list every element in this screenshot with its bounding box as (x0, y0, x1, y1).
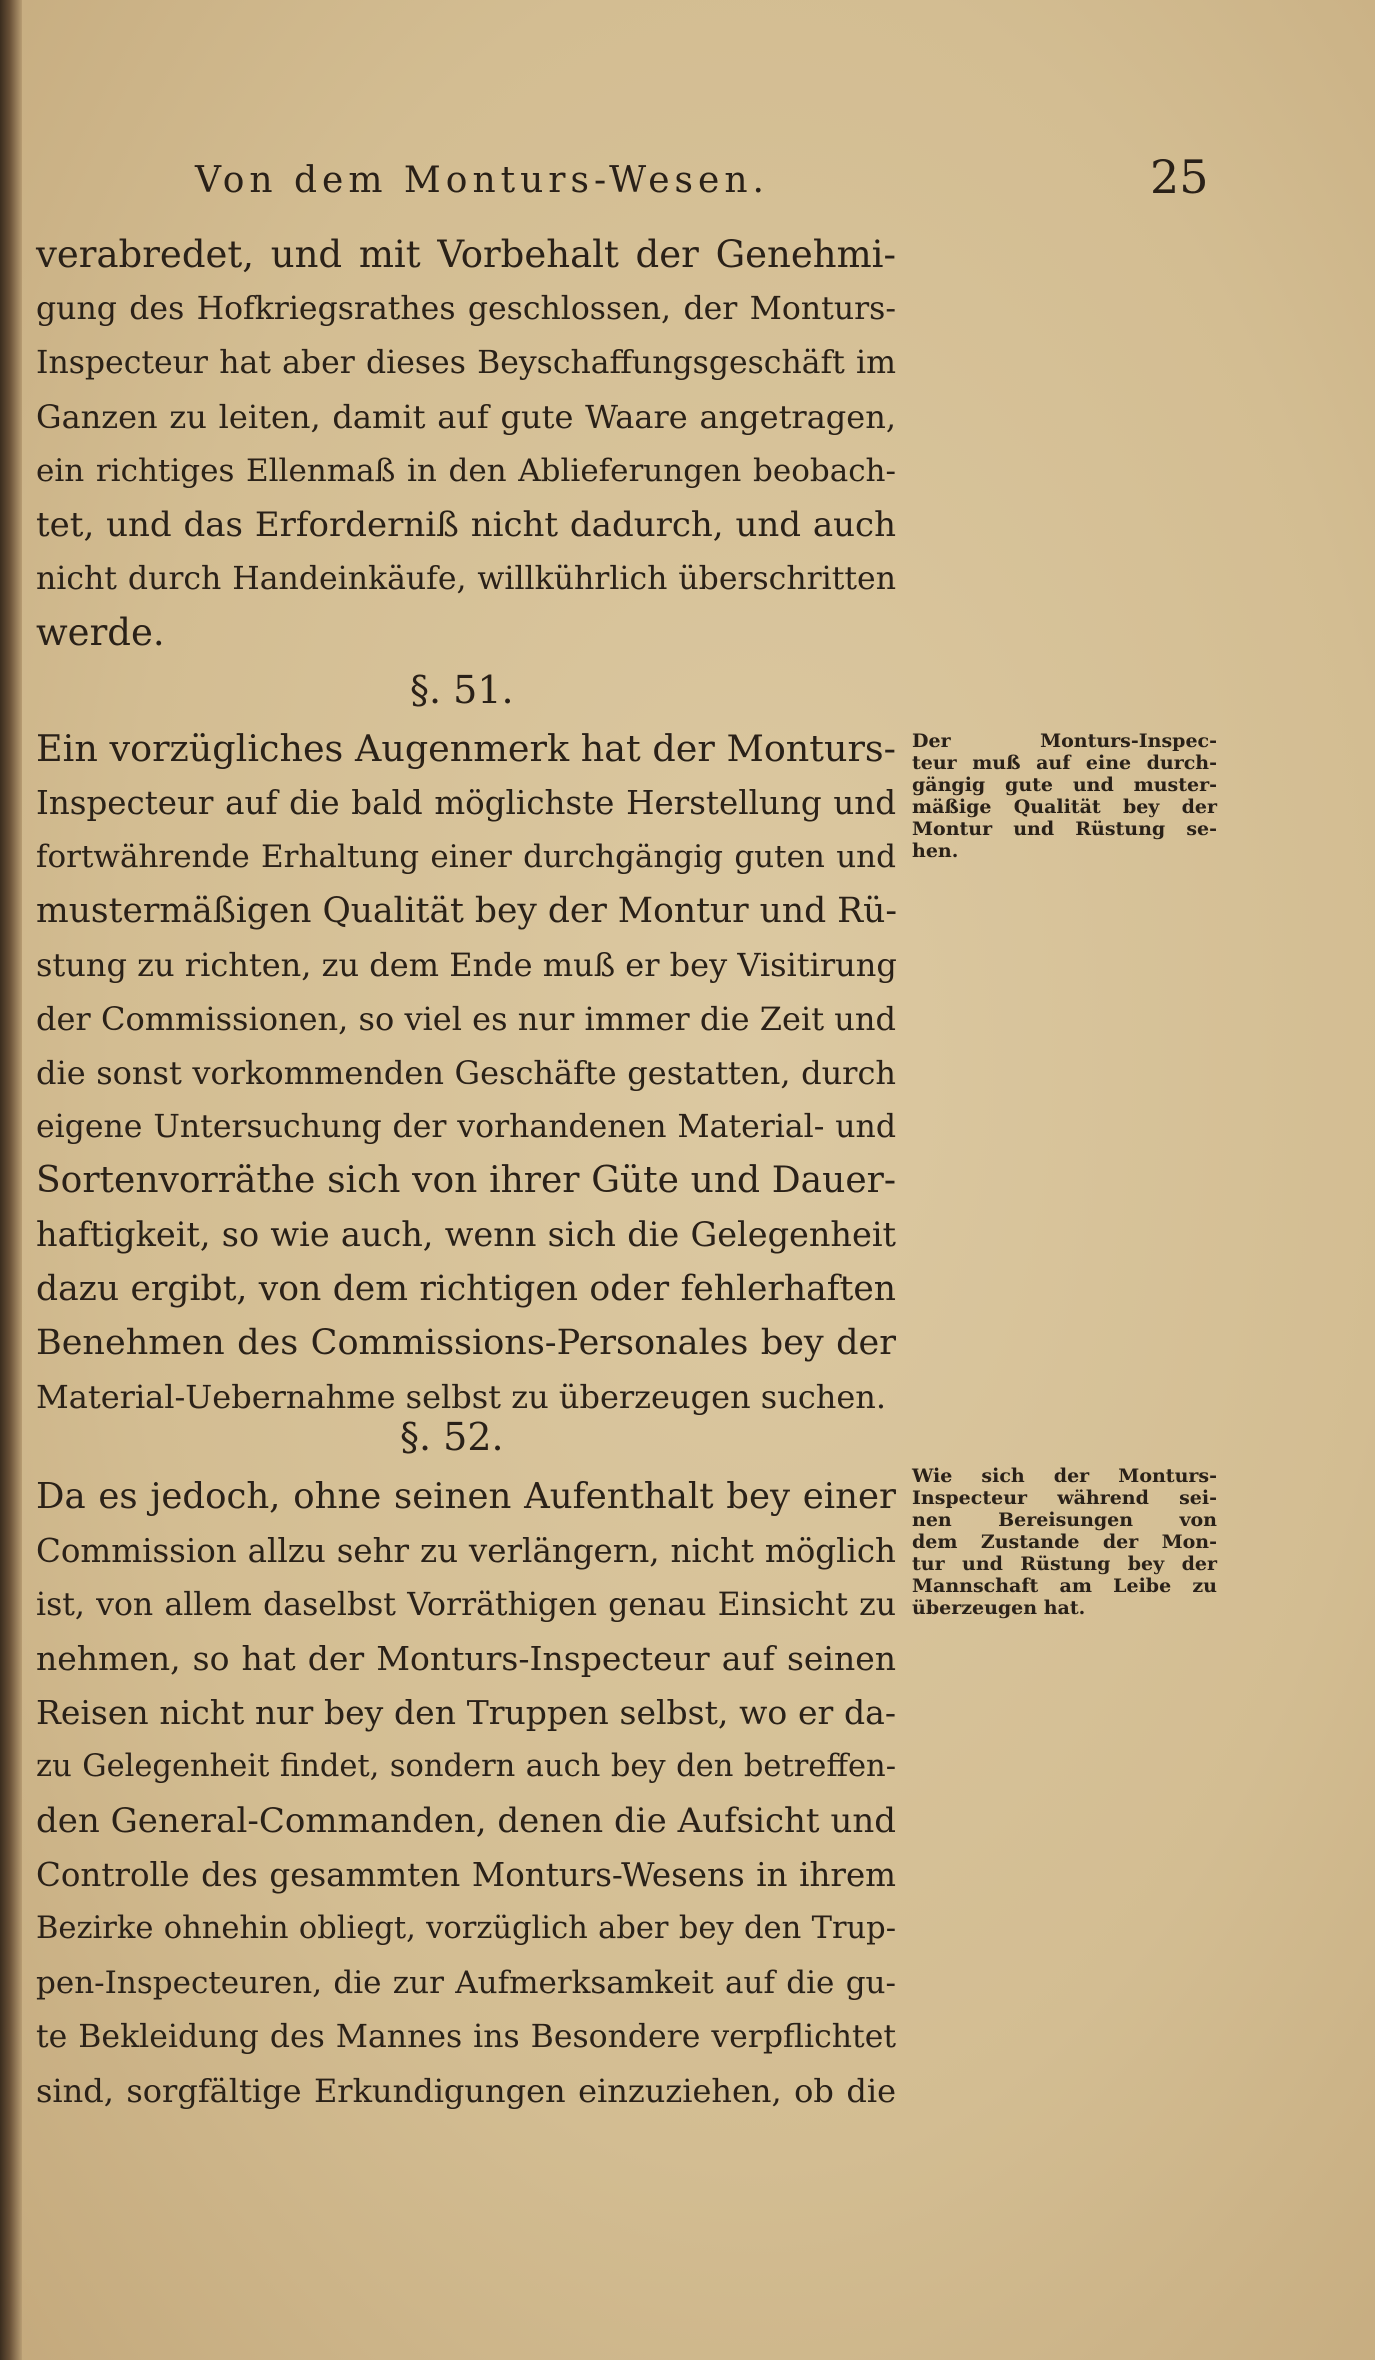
page-number: 25 (1150, 150, 1209, 204)
text-line: Ganzen zu leiten, damit auf gute Waare angetragen, (36, 398, 896, 436)
text-line: Commission allzu sehr zu verlängern, nicht möglich (36, 1532, 896, 1570)
section-heading-52: §. 52. (400, 1415, 504, 1459)
margin-note-51 (912, 730, 1217, 862)
text-line: haftigkeit, so wie auch, wenn sich die Gelegenheit (36, 1215, 896, 1254)
text-line: te Bekleidung des Mannes ins Besondere verpflichtet (36, 2019, 896, 2055)
text-line: eigene Untersuchung der vorhandenen Material- und (36, 1109, 896, 1145)
text-line: Reisen nicht nur bey den Truppen selbst, wo er da- (36, 1693, 896, 1732)
text-line: Bezirke ohnehin obliegt, vorzüglich aber bey den Trup- (36, 1911, 896, 1946)
continuation-paragraph (36, 228, 896, 660)
margin-note-line: Inspecteur während sei- (912, 1487, 1217, 1509)
margin-note-line: hen. (912, 840, 959, 862)
margin-note-line: Der Monturs-Inspec- (912, 730, 1217, 752)
margin-note-line: mäßige Qualität bey der (912, 796, 1217, 818)
section-51-paragraph (36, 722, 896, 1424)
text-line: die sonst vorkommenden Geschäfte gestatten, durch (36, 1054, 896, 1092)
text-line: Material-Uebernahme selbst zu überzeugen suchen. (36, 1378, 887, 1416)
text-line: dazu ergibt, von dem richtigen oder fehlerhaften (36, 1269, 896, 1309)
text-line: Ein vorzügliches Augenmerk hat der Monturs- (36, 727, 896, 770)
margin-note-line: nen Bereisungen von (912, 1509, 1217, 1531)
margin-note-line: dem Zustande der Mon- (912, 1531, 1217, 1553)
text-line: verabredet, und mit Vorbehalt der Genehmi- (36, 233, 896, 276)
text-line: fortwährende Erhaltung einer durchgängig guten und (36, 839, 896, 875)
text-line: Benehmen des Commissions-Personales bey der (36, 1323, 896, 1363)
margin-note-line: teur muß auf eine durch- (912, 752, 1217, 774)
text-line: Sortenvorräthe sich von ihrer Güte und Dauer- (36, 1160, 896, 1201)
margin-note-line: Mannschaft am Leibe zu (912, 1575, 1217, 1597)
text-line: stung zu richten, zu dem Ende muß er bey Visitirung (36, 946, 897, 984)
text-line: pen-Inspecteuren, die zur Aufmerksamkeit auf die gu- (36, 1965, 896, 2001)
text-line: Inspecteur hat aber dieses Beyschaffungsgeschäft im (36, 345, 896, 381)
text-line: nicht durch Handeinkäufe, willkührlich überschritten (36, 561, 896, 597)
section-52-paragraph (36, 1470, 896, 2118)
text-line: gung des Hofkriegsrathes geschlossen, der Monturs- (36, 291, 896, 327)
text-line: der Commissionen, so viel es nur immer die Zeit und (36, 1000, 896, 1038)
text-line: werde. (36, 611, 165, 654)
margin-note-line: tur und Rüstung bey der (912, 1553, 1217, 1575)
margin-note-line: gängig gute und muster- (912, 774, 1217, 796)
section-heading-51: §. 51. (410, 668, 514, 712)
text-line: Inspecteur auf die bald möglichste Herstellung und (36, 784, 896, 822)
text-line: sind, sorgfältige Erkundigungen einzuziehen, ob die (36, 2072, 896, 2110)
text-line: tet, und das Erforderniß nicht dadurch, und auch (36, 505, 896, 545)
margin-note-52 (912, 1465, 1217, 1619)
text-line: ist, von allem daselbst Vorräthigen genau Einsicht zu (36, 1587, 896, 1623)
text-line: ein richtiges Ellenmaß in den Ablieferungen beobach- (36, 453, 896, 489)
margin-note-line: überzeugen hat. (912, 1597, 1086, 1619)
text-line: den General-Commanden, denen die Aufsicht und (36, 1801, 896, 1841)
running-head: Von dem Monturs-Wesen. (195, 160, 769, 201)
text-line: Controlle des gesammten Monturs-Wesens in ihrem (36, 1856, 896, 1894)
text-line: Da es jedoch, ohne seinen Aufenthalt bey einer (36, 1476, 896, 1517)
text-line: zu Gelegenheit findet, sondern auch bey den betreffen- (36, 1749, 896, 1784)
book-spine-shadow (0, 0, 22, 2360)
margin-note-line: Montur und Rüstung se- (912, 818, 1217, 840)
text-line: mustermäßigen Qualität bey der Montur und Rü- (36, 891, 897, 931)
text-line: nehmen, so hat der Monturs-Inspecteur auf seinen (36, 1639, 896, 1678)
margin-note-line: Wie sich der Monturs- (912, 1465, 1217, 1487)
